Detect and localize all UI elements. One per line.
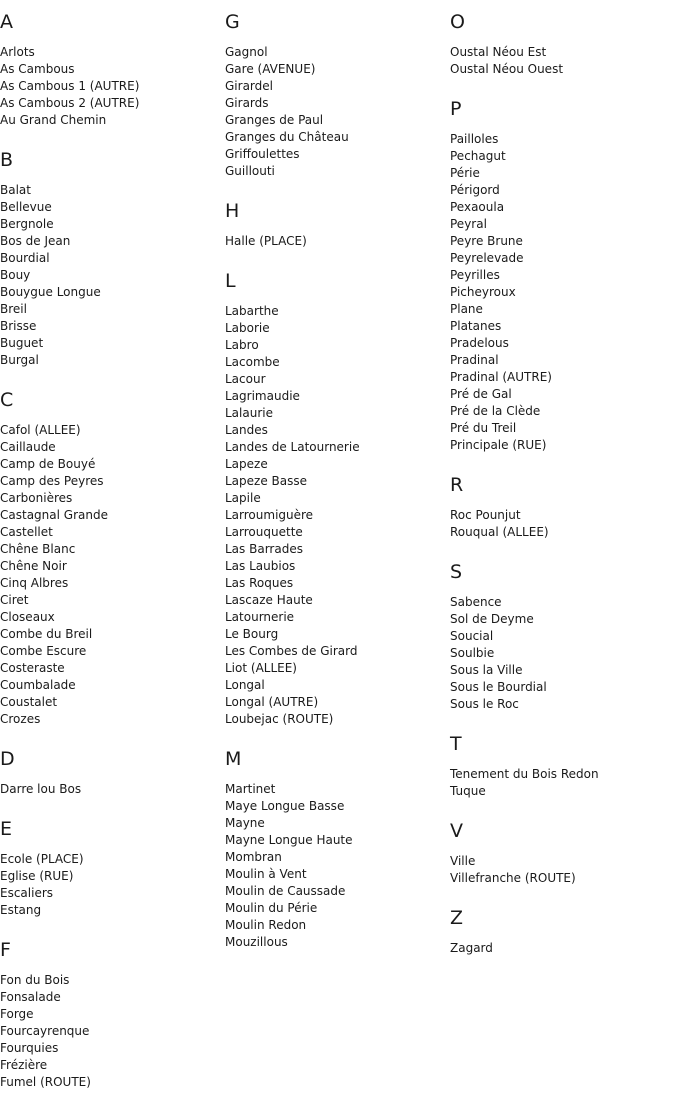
- index-column-2: [225, 10, 445, 951]
- street-name-item[interactable]: Sous le Roc: [450, 697, 519, 711]
- street-list: [225, 303, 445, 728]
- street-name-item[interactable]: Griffoulettes: [225, 147, 300, 161]
- street-name-item[interactable]: As Cambous 1 (AUTRE): [0, 79, 140, 93]
- street-name-item[interactable]: Lascaze Haute: [225, 593, 313, 607]
- street-name-item[interactable]: Oustal Néou Ouest: [450, 62, 564, 76]
- letter-section-t: [450, 732, 670, 800]
- street-name-item[interactable]: Pré du Treil: [450, 421, 517, 435]
- index-column-3: [450, 10, 670, 957]
- section-letter-heading: R: [450, 474, 464, 496]
- street-name-item[interactable]: Coustalet: [0, 695, 58, 709]
- street-name-item[interactable]: Estang: [0, 903, 42, 917]
- street-name-item[interactable]: Soucial: [450, 629, 494, 643]
- street-name-item[interactable]: Au Grand Chemin: [0, 113, 107, 127]
- street-name-item[interactable]: Rouqual (ALLEE): [450, 525, 549, 539]
- street-name-item[interactable]: Frézière: [0, 1058, 48, 1072]
- street-name-item[interactable]: Pexaoula: [450, 200, 505, 214]
- street-name-item[interactable]: Peyrelevade: [450, 251, 524, 265]
- street-name-item[interactable]: Pradinal (AUTRE): [450, 370, 552, 384]
- street-name-item[interactable]: Combe Escure: [0, 644, 87, 658]
- street-name-item[interactable]: Picheyroux: [450, 285, 516, 299]
- street-name-item[interactable]: Chêne Blanc: [0, 542, 76, 556]
- street-name-item[interactable]: Balat: [0, 183, 31, 197]
- street-name-item[interactable]: Mouzillous: [225, 935, 288, 949]
- street-list: [225, 44, 445, 180]
- section-letter-heading: P: [450, 98, 462, 120]
- street-name-item[interactable]: Cafol (ALLEE): [0, 423, 81, 437]
- section-letter-heading: H: [225, 200, 240, 222]
- street-list: [0, 182, 220, 369]
- letter-section-p: [450, 97, 670, 454]
- street-name-item[interactable]: Moulin Redon: [225, 918, 307, 932]
- street-name-item[interactable]: Burgal: [0, 353, 39, 367]
- street-name-item[interactable]: Fonsalade: [0, 990, 61, 1004]
- street-name-item[interactable]: Le Bourg: [225, 627, 279, 641]
- street-name-item[interactable]: Tuque: [450, 784, 486, 798]
- street-name-item[interactable]: Camp de Bouyé: [0, 457, 96, 471]
- letter-section-o: [450, 10, 670, 78]
- street-list: [450, 853, 670, 887]
- street-list: [450, 594, 670, 713]
- street-name-item[interactable]: Villefranche (ROUTE): [450, 871, 576, 885]
- street-name-item[interactable]: Liot (ALLEE): [225, 661, 297, 675]
- street-name-item[interactable]: Coumbalade: [0, 678, 76, 692]
- section-letter-heading: S: [450, 561, 463, 583]
- street-list: [450, 131, 670, 454]
- street-list: [225, 781, 445, 951]
- section-letter-heading: V: [450, 820, 463, 842]
- street-name-item[interactable]: Soulbie: [450, 646, 495, 660]
- street-name-item[interactable]: Lacombe: [225, 355, 280, 369]
- street-name-item[interactable]: Sabence: [450, 595, 502, 609]
- street-name-item[interactable]: Mombran: [225, 850, 282, 864]
- street-name-item[interactable]: Maye Longue Basse: [225, 799, 345, 813]
- street-name-item[interactable]: Carbonières: [0, 491, 73, 505]
- street-name-item[interactable]: Lapeze Basse: [225, 474, 308, 488]
- street-name-item[interactable]: Granges du Château: [225, 130, 349, 144]
- letter-section-s: [450, 560, 670, 713]
- street-name-item[interactable]: Bouy: [0, 268, 31, 282]
- street-name-item[interactable]: Bouygue Longue: [0, 285, 101, 299]
- street-name-item[interactable]: Halle (PLACE): [225, 234, 307, 248]
- street-name-item[interactable]: Plane: [450, 302, 483, 316]
- street-name-item[interactable]: As Cambous: [0, 62, 75, 76]
- letter-section-h: [225, 199, 445, 250]
- street-name-item[interactable]: Les Combes de Girard: [225, 644, 358, 658]
- street-name-item[interactable]: Las Roques: [225, 576, 294, 590]
- street-name-item[interactable]: Moulin du Périe: [225, 901, 318, 915]
- street-name-item[interactable]: Granges de Paul: [225, 113, 324, 127]
- letter-section-e: [0, 817, 220, 919]
- letter-section-a: [0, 10, 220, 129]
- section-letter-heading: G: [225, 11, 240, 33]
- street-list: [450, 766, 670, 800]
- street-name-item[interactable]: Fourquies: [0, 1041, 59, 1055]
- street-name-item[interactable]: Loubejac (ROUTE): [225, 712, 334, 726]
- street-name-item[interactable]: Lapile: [225, 491, 261, 505]
- street-name-item[interactable]: Camp des Peyres: [0, 474, 104, 488]
- street-name-item[interactable]: Oustal Néou Est: [450, 45, 547, 59]
- street-name-item[interactable]: Ciret: [0, 593, 29, 607]
- street-name-item[interactable]: Principale (RUE): [450, 438, 547, 452]
- street-name-item[interactable]: Martinet: [225, 782, 276, 796]
- street-list: [0, 44, 220, 129]
- street-name-item[interactable]: Longal: [225, 678, 265, 692]
- street-name-item[interactable]: Bergnole: [0, 217, 54, 231]
- street-name-item[interactable]: Périgord: [450, 183, 500, 197]
- letter-section-c: [0, 388, 220, 728]
- street-name-item[interactable]: Périe: [450, 166, 480, 180]
- letter-section-l: [225, 269, 445, 728]
- street-name-item[interactable]: Fourcayrenque: [0, 1024, 90, 1038]
- street-name-item[interactable]: Landes de Latournerie: [225, 440, 360, 454]
- section-letter-heading: D: [0, 748, 15, 770]
- street-name-item[interactable]: Pradelous: [450, 336, 509, 350]
- section-letter-heading: B: [0, 149, 14, 171]
- street-name-item[interactable]: Tenement du Bois Redon: [450, 767, 599, 781]
- street-name-item[interactable]: Brisse: [0, 319, 37, 333]
- letter-section-z: [450, 906, 670, 957]
- section-letter-heading: O: [450, 11, 465, 33]
- street-list: [450, 940, 670, 957]
- street-name-item[interactable]: Zagard: [450, 941, 493, 955]
- street-name-item[interactable]: Peyrilles: [450, 268, 500, 282]
- street-name-item[interactable]: Moulin de Caussade: [225, 884, 346, 898]
- street-name-item[interactable]: Girardel: [225, 79, 273, 93]
- street-name-item[interactable]: Arlots: [0, 45, 35, 59]
- street-list: [0, 422, 220, 728]
- section-letter-heading: Z: [450, 907, 464, 929]
- section-letter-heading: E: [0, 818, 13, 840]
- street-name-item[interactable]: Laborie: [225, 321, 270, 335]
- street-name-item[interactable]: Las Barrades: [225, 542, 303, 556]
- street-name-item[interactable]: Larrouquette: [225, 525, 303, 539]
- street-name-item[interactable]: Gare (AVENUE): [225, 62, 316, 76]
- letter-section-b: [0, 148, 220, 369]
- street-name-item[interactable]: Gagnol: [225, 45, 268, 59]
- street-name-item[interactable]: Lacour: [225, 372, 266, 386]
- street-name-item[interactable]: Darre lou Bos: [0, 782, 82, 796]
- street-name-item[interactable]: Combe du Breil: [0, 627, 93, 641]
- street-name-item[interactable]: Lagrimaudie: [225, 389, 300, 403]
- street-name-item[interactable]: Cinq Albres: [0, 576, 69, 590]
- street-name-item[interactable]: Pradinal: [450, 353, 499, 367]
- street-name-item[interactable]: Bos de Jean: [0, 234, 71, 248]
- street-name-item[interactable]: Girards: [225, 96, 269, 110]
- street-name-item[interactable]: Closeaux: [0, 610, 55, 624]
- street-name-item[interactable]: Pailloles: [450, 132, 499, 146]
- street-name-item[interactable]: Breil: [0, 302, 27, 316]
- street-name-item[interactable]: Larroumiguère: [225, 508, 314, 522]
- street-name-item[interactable]: Crozes: [0, 712, 41, 726]
- letter-section-r: [450, 473, 670, 541]
- street-name-item[interactable]: Peyral: [450, 217, 487, 231]
- street-name-item[interactable]: Escaliers: [0, 886, 54, 900]
- letter-section-m: [225, 747, 445, 951]
- street-name-item[interactable]: Latournerie: [225, 610, 295, 624]
- street-name-item[interactable]: As Cambous 2 (AUTRE): [0, 96, 140, 110]
- street-name-item[interactable]: Labarthe: [225, 304, 279, 318]
- section-letter-heading: A: [0, 11, 13, 33]
- letter-section-v: [450, 819, 670, 887]
- street-list: [0, 781, 220, 798]
- street-name-item[interactable]: Sol de Deyme: [450, 612, 534, 626]
- street-name-item[interactable]: Lapeze: [225, 457, 268, 471]
- street-name-item[interactable]: Caillaude: [0, 440, 56, 454]
- street-name-item[interactable]: Peyre Brune: [450, 234, 523, 248]
- street-name-item[interactable]: Costeraste: [0, 661, 65, 675]
- street-list: [450, 44, 670, 78]
- street-name-item[interactable]: Ville: [450, 854, 476, 868]
- street-name-item[interactable]: Roc Pounjut: [450, 508, 521, 522]
- street-name-item[interactable]: Labro: [225, 338, 259, 352]
- letter-section-d: [0, 747, 220, 798]
- street-name-item[interactable]: Las Laubios: [225, 559, 296, 573]
- street-name-item[interactable]: Buguet: [0, 336, 44, 350]
- index-column-1: [0, 10, 220, 1091]
- section-letter-heading: T: [450, 733, 462, 755]
- street-name-item[interactable]: Ecole (PLACE): [0, 852, 84, 866]
- section-letter-heading: C: [0, 389, 14, 411]
- street-name-item[interactable]: Chêne Noir: [0, 559, 67, 573]
- street-name-item[interactable]: Lalaurie: [225, 406, 273, 420]
- street-name-item[interactable]: Mayne Longue Haute: [225, 833, 353, 847]
- street-name-item[interactable]: Castagnal Grande: [0, 508, 108, 522]
- street-name-item[interactable]: Fumel (ROUTE): [0, 1075, 91, 1089]
- street-name-item[interactable]: Pré de la Clède: [450, 404, 541, 418]
- street-name-item[interactable]: Longal (AUTRE): [225, 695, 319, 709]
- street-list: [0, 972, 220, 1091]
- street-name-item[interactable]: Sous le Bourdial: [450, 680, 547, 694]
- street-name-item[interactable]: Bellevue: [0, 200, 52, 214]
- section-letter-heading: L: [225, 270, 236, 292]
- street-name-item[interactable]: Forge: [0, 1007, 34, 1021]
- street-name-item[interactable]: Pré de Gal: [450, 387, 512, 401]
- street-name-item[interactable]: Sous la Ville: [450, 663, 523, 677]
- street-name-item[interactable]: Pechagut: [450, 149, 506, 163]
- street-name-item[interactable]: Moulin à Vent: [225, 867, 307, 881]
- street-list: [225, 233, 445, 250]
- section-letter-heading: F: [0, 939, 11, 961]
- street-list: [450, 507, 670, 541]
- street-name-item[interactable]: Platanes: [450, 319, 502, 333]
- letter-section-g: [225, 10, 445, 180]
- street-name-item[interactable]: Landes: [225, 423, 268, 437]
- street-name-item[interactable]: Eglise (RUE): [0, 869, 74, 883]
- street-list: [0, 851, 220, 919]
- street-name-item[interactable]: Fon du Bois: [0, 973, 70, 987]
- street-name-item[interactable]: Castellet: [0, 525, 53, 539]
- street-name-item[interactable]: Guillouti: [225, 164, 275, 178]
- street-name-item[interactable]: Mayne: [225, 816, 265, 830]
- section-letter-heading: M: [225, 748, 242, 770]
- letter-section-f: [0, 938, 220, 1091]
- street-name-item[interactable]: Bourdial: [0, 251, 50, 265]
